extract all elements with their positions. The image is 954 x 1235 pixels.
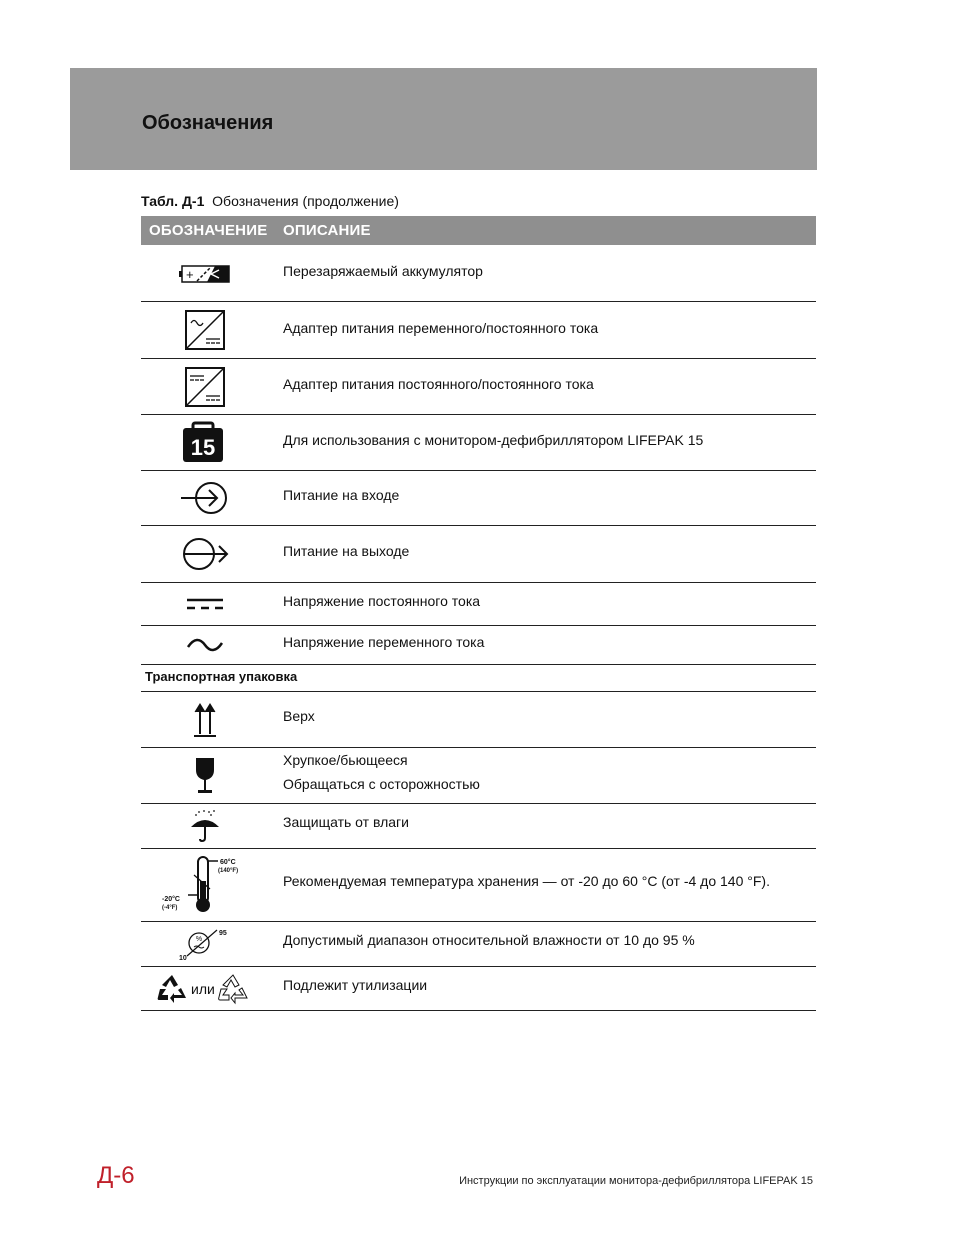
humidity-low-label: 10 [179,955,187,962]
recycle-icon [141,967,269,1010]
table-row [141,526,816,583]
temp-high-label: 60°C [220,859,236,866]
table-row [141,415,816,471]
recycle-or-label: или [191,980,215,997]
row-description: Адаптер питания постоянного/постоянного тока [283,376,594,392]
row-description: Перезаряжаемый аккумулятор [283,263,483,279]
row-description-secondary: Обращаться с осторожностью [283,776,480,792]
row-description: Напряжение переменного тока [283,634,485,650]
section-heading [141,665,816,692]
dc-dc-adapter-icon [141,359,269,414]
temp-low-label: -20°C [162,896,180,903]
table-row [141,922,816,967]
power-output-icon [141,526,269,582]
fragile-icon [141,748,269,803]
row-description: Для использования с монитором-дефибриллятором LIFEPAK 15 [283,432,704,448]
row-description: Питание на выходе [283,543,410,559]
table-row [141,967,816,1011]
row-description: Хрупкое/бьющееся [283,752,408,768]
footer-doc-title: Инструкции по эксплуатации монитора-дефибриллятора LIFEPAK 15 [459,1175,813,1187]
rechargeable-battery-icon [141,246,269,301]
table-row [141,692,816,748]
row-description: Адаптер питания переменного/постоянного тока [283,320,599,336]
humidity-percent-label: % [195,936,203,943]
keep-dry-icon [141,804,269,848]
humidity-high-label: 95 [219,930,227,937]
lifepak-15-icon [141,415,269,470]
temp-low-f-label: (-4°F) [162,905,178,911]
table-row [141,583,816,626]
dc-voltage-icon [141,583,269,625]
page-number: Д-6 [97,1162,135,1189]
recycle-outline-icon [219,975,247,1003]
temp-high-f-label: (140°F) [218,868,239,874]
table-row [141,359,816,415]
lifepak-15-number: 15 [190,434,216,460]
recycle-solid-icon [158,975,186,1003]
row-description: Верх [283,708,315,724]
table-caption-text: Обозначения (продолжение) [212,193,399,209]
power-input-icon [141,471,269,525]
temperature-limit-icon [141,849,269,921]
header-banner [70,68,817,170]
column-header-symbol: ОБОЗНАЧЕНИЕ [149,222,268,239]
row-description: Подлежит утилизации [283,977,428,993]
row-description: Напряжение постоянного тока [283,593,481,609]
row-description: Питание на входе [283,487,400,503]
this-way-up-icon [141,692,269,747]
table-row [141,246,816,302]
table-row [141,471,816,526]
table-header [141,216,816,245]
table-row [141,302,816,359]
row-description: Допустимый диапазон относительной влажности от 10 до 95 % [283,932,695,948]
table-row [141,748,816,804]
page-title: Обозначения [142,112,274,134]
svg-text:+: + [186,266,194,282]
table-row [141,626,816,665]
section-heading-text: Транспортная упаковка [145,669,298,684]
row-description: Защищать от влаги [283,814,409,830]
ac-voltage-icon [141,626,269,664]
table-caption [141,193,399,209]
table-row [141,849,816,922]
ac-dc-adapter-icon [141,302,269,358]
table-row [141,804,816,849]
column-header-description: ОПИСАНИЕ [283,222,371,239]
row-description: Рекомендуемая температура хранения — от -20 до 60 °C (от -4 до 140 °F). [283,873,770,889]
humidity-limit-icon [141,922,269,966]
table-caption-label: Табл. Д-1 [141,193,205,209]
